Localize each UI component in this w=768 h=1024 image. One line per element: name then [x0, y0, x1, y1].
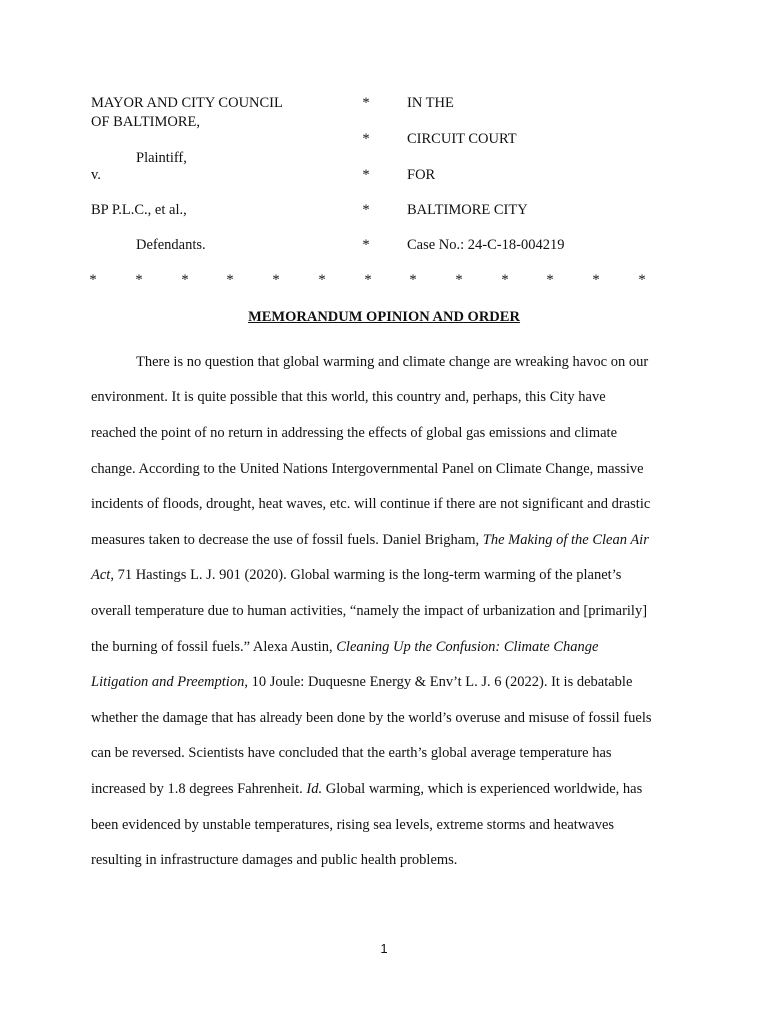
body-line: incidents of floods, drought, heat waves, etc. will continue if there are not significant and drastic [91, 496, 651, 512]
separator-star: * [592, 272, 600, 288]
plaintiff-role: Plaintiff, [136, 150, 187, 166]
body-line: reached the point of no return in addressing the effects of global gas emissions and climate [91, 425, 618, 441]
body-line [91, 674, 632, 690]
plaintiff-name-line2: OF BALTIMORE, [91, 114, 201, 130]
body-text: Global warming, which is experienced worldwide, has [322, 781, 643, 797]
body-line: environment. It is quite possible that this world, this country and, perhaps, this City have [91, 389, 606, 405]
body-line: whether the damage that has already been done by the world’s overuse and misuse of fossil fuels [91, 710, 652, 726]
separator-star: * [364, 272, 372, 288]
separator-star: * [409, 272, 417, 288]
versus-label: v. [91, 167, 101, 183]
body-line: resulting in infrastructure damages and public health problems. [91, 852, 458, 868]
separator-star: * [455, 272, 463, 288]
separator-star: * [638, 272, 646, 288]
body-line [91, 532, 649, 548]
court-line-1: IN THE [407, 95, 454, 111]
separator-star: * [272, 272, 280, 288]
body-line [91, 781, 642, 797]
document-title: MEMORANDUM OPINION AND ORDER [248, 309, 520, 325]
body-text: , 10 Joule: Duquesne Energy & Env’t L. J. 6 (2022). It is debatable [244, 674, 633, 690]
page-number: 1 [380, 941, 388, 956]
body-line: been evidenced by unstable temperatures, rising sea levels, extreme storms and heatwaves [91, 817, 615, 833]
case-number: Case No.: 24-C-18-004219 [407, 237, 565, 253]
separator-star: * [89, 272, 97, 288]
court-line-4: BALTIMORE CITY [407, 202, 528, 218]
body-line: can be reversed. Scientists have concluded that the earth’s global average temperature has [91, 745, 612, 761]
body-line [91, 567, 621, 583]
separator-star: * [181, 272, 189, 288]
separator-star: * [135, 272, 143, 288]
court-line-3: FOR [407, 167, 436, 183]
defendant-role: Defendants. [136, 237, 206, 253]
body-text: measures taken to decrease the use of fossil fuels. Daniel Brigham, [91, 532, 483, 548]
caption-star: * [362, 237, 370, 253]
citation-title: Cleaning Up the Confusion: Climate Change [336, 639, 599, 655]
defendant-name: BP P.L.C., et al., [91, 202, 187, 218]
caption-star: * [362, 95, 370, 111]
citation-id: Id. [306, 781, 323, 797]
body-line: change. According to the United Nations Intergovernmental Panel on Climate Change, massive [91, 461, 644, 477]
citation-title: Act [91, 567, 111, 583]
body-text: the burning of fossil fuels.” Alexa Austin, [91, 639, 337, 655]
body-text: increased by 1.8 degrees Fahrenheit. [91, 781, 307, 797]
plaintiff-name-line1: MAYOR AND CITY COUNCIL [91, 95, 283, 111]
separator-star: * [501, 272, 509, 288]
citation-title: Litigation and Preemption [91, 674, 245, 690]
separator-star: * [318, 272, 326, 288]
body-line [91, 639, 598, 655]
caption-star: * [362, 202, 370, 218]
citation-title: The Making of the Clean Air [482, 532, 649, 548]
body-line: overall temperature due to human activities, “namely the impact of urbanization and [primarily] [91, 603, 648, 619]
separator-star: * [226, 272, 234, 288]
caption-star: * [362, 131, 370, 147]
body-line: There is no question that global warming and climate change are wreaking havoc on our [136, 354, 649, 370]
court-line-2: CIRCUIT COURT [407, 131, 517, 147]
body-text: , 71 Hastings L. J. 901 (2020). Global warming is the long-term warming of the planet’s [110, 567, 622, 583]
caption-star: * [362, 167, 370, 183]
separator-star: * [546, 272, 554, 288]
